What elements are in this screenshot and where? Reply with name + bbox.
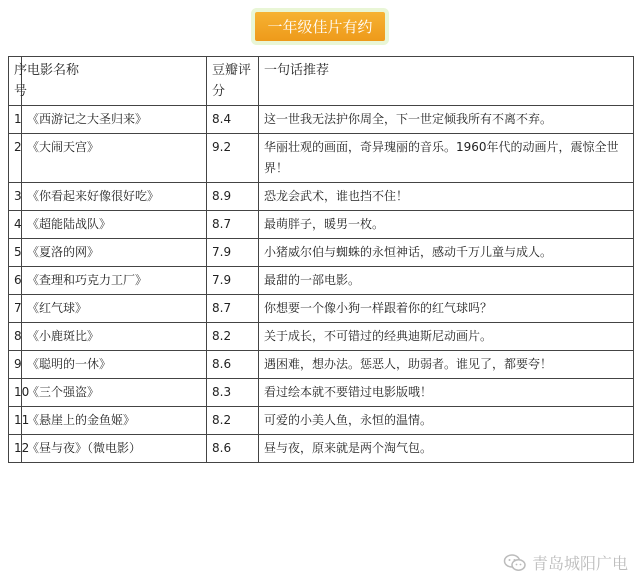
table-row [9,435,634,463]
film-table [8,56,634,463]
table-row [9,323,634,351]
row-score: 8.9 [207,183,259,211]
row-title: 《悬崖上的金鱼姬》 [22,407,207,435]
row-no: 6 [9,267,22,295]
row-no: 8 [9,323,22,351]
table-row [9,134,634,183]
row-recommend: 遇困难，想办法。惩恶人，助弱者。谁见了，都要夸！ [259,351,634,379]
table-header-row [9,57,634,106]
table-row [9,267,634,295]
row-score: 8.3 [207,379,259,407]
row-title: 《聪明的一休》 [22,351,207,379]
row-score: 8.4 [207,106,259,134]
watermark [504,551,628,574]
row-score: 8.7 [207,295,259,323]
row-title: 《红气球》 [22,295,207,323]
row-recommend: 关于成长，不可错过的经典迪斯尼动画片。 [259,323,634,351]
row-recommend: 最萌胖子，暖男一枚。 [259,211,634,239]
table-row [9,211,634,239]
table-row [9,239,634,267]
row-score: 9.2 [207,134,259,183]
watermark-text: 青岛城阳广电 [531,554,628,573]
row-recommend: 你想要一个像小狗一样跟着你的红气球吗？ [259,295,634,323]
row-score: 7.9 [207,239,259,267]
wechat-icon [504,554,526,572]
row-recommend: 最甜的一部电影。 [259,267,634,295]
banner-container [0,12,640,41]
table-row [9,183,634,211]
row-title: 《大闹天宫》 [22,134,207,183]
row-title: 《超能陆战队》 [22,211,207,239]
header-recommend: 一句话推荐 [259,57,634,106]
row-title: 《三个强盗》 [22,379,207,407]
row-recommend: 小猪威尔伯与蜘蛛的永恒神话，感动千万儿童与成人。 [259,239,634,267]
row-title: 《夏洛的网》 [22,239,207,267]
row-no: 11 [9,407,22,435]
row-no: 4 [9,211,22,239]
table-row [9,379,634,407]
row-recommend: 昼与夜，原来就是两个淘气包。 [259,435,634,463]
row-title: 《查理和巧克力工厂》 [22,267,207,295]
row-title: 《昼与夜》（微电影） [22,435,207,463]
row-recommend: 可爱的小美人鱼，永恒的温情。 [259,407,634,435]
table-row [9,106,634,134]
table-row [9,351,634,379]
row-no: 10 [9,379,22,407]
header-no: 序号 [9,57,22,106]
row-no: 3 [9,183,22,211]
section-title: 一年级佳片有约 [255,12,384,41]
row-score: 8.6 [207,351,259,379]
row-recommend: 恐龙会武术，谁也挡不住！ [259,183,634,211]
row-no: 1 [9,106,22,134]
row-score: 8.2 [207,407,259,435]
header-score: 豆瓣评分 [207,57,259,106]
row-title: 《西游记之大圣归来》 [22,106,207,134]
row-recommend: 看过绘本就不要错过电影版哦！ [259,379,634,407]
row-title: 《小鹿斑比》 [22,323,207,351]
row-no: 12 [9,435,22,463]
row-no: 7 [9,295,22,323]
row-score: 8.2 [207,323,259,351]
row-no: 2 [9,134,22,183]
row-no: 9 [9,351,22,379]
row-score: 8.7 [207,211,259,239]
row-title: 《你看起来好像很好吃》 [22,183,207,211]
header-title: 电影名称 [22,57,207,106]
table-row [9,295,634,323]
row-score: 8.6 [207,435,259,463]
row-recommend: 华丽壮观的画面，奇异瑰丽的音乐。1960年代的动画片，震惊全世界！ [259,134,634,183]
row-score: 7.9 [207,267,259,295]
row-no: 5 [9,239,22,267]
table-row [9,407,634,435]
row-recommend: 这一世我无法护你周全，下一世定倾我所有不离不弃。 [259,106,634,134]
